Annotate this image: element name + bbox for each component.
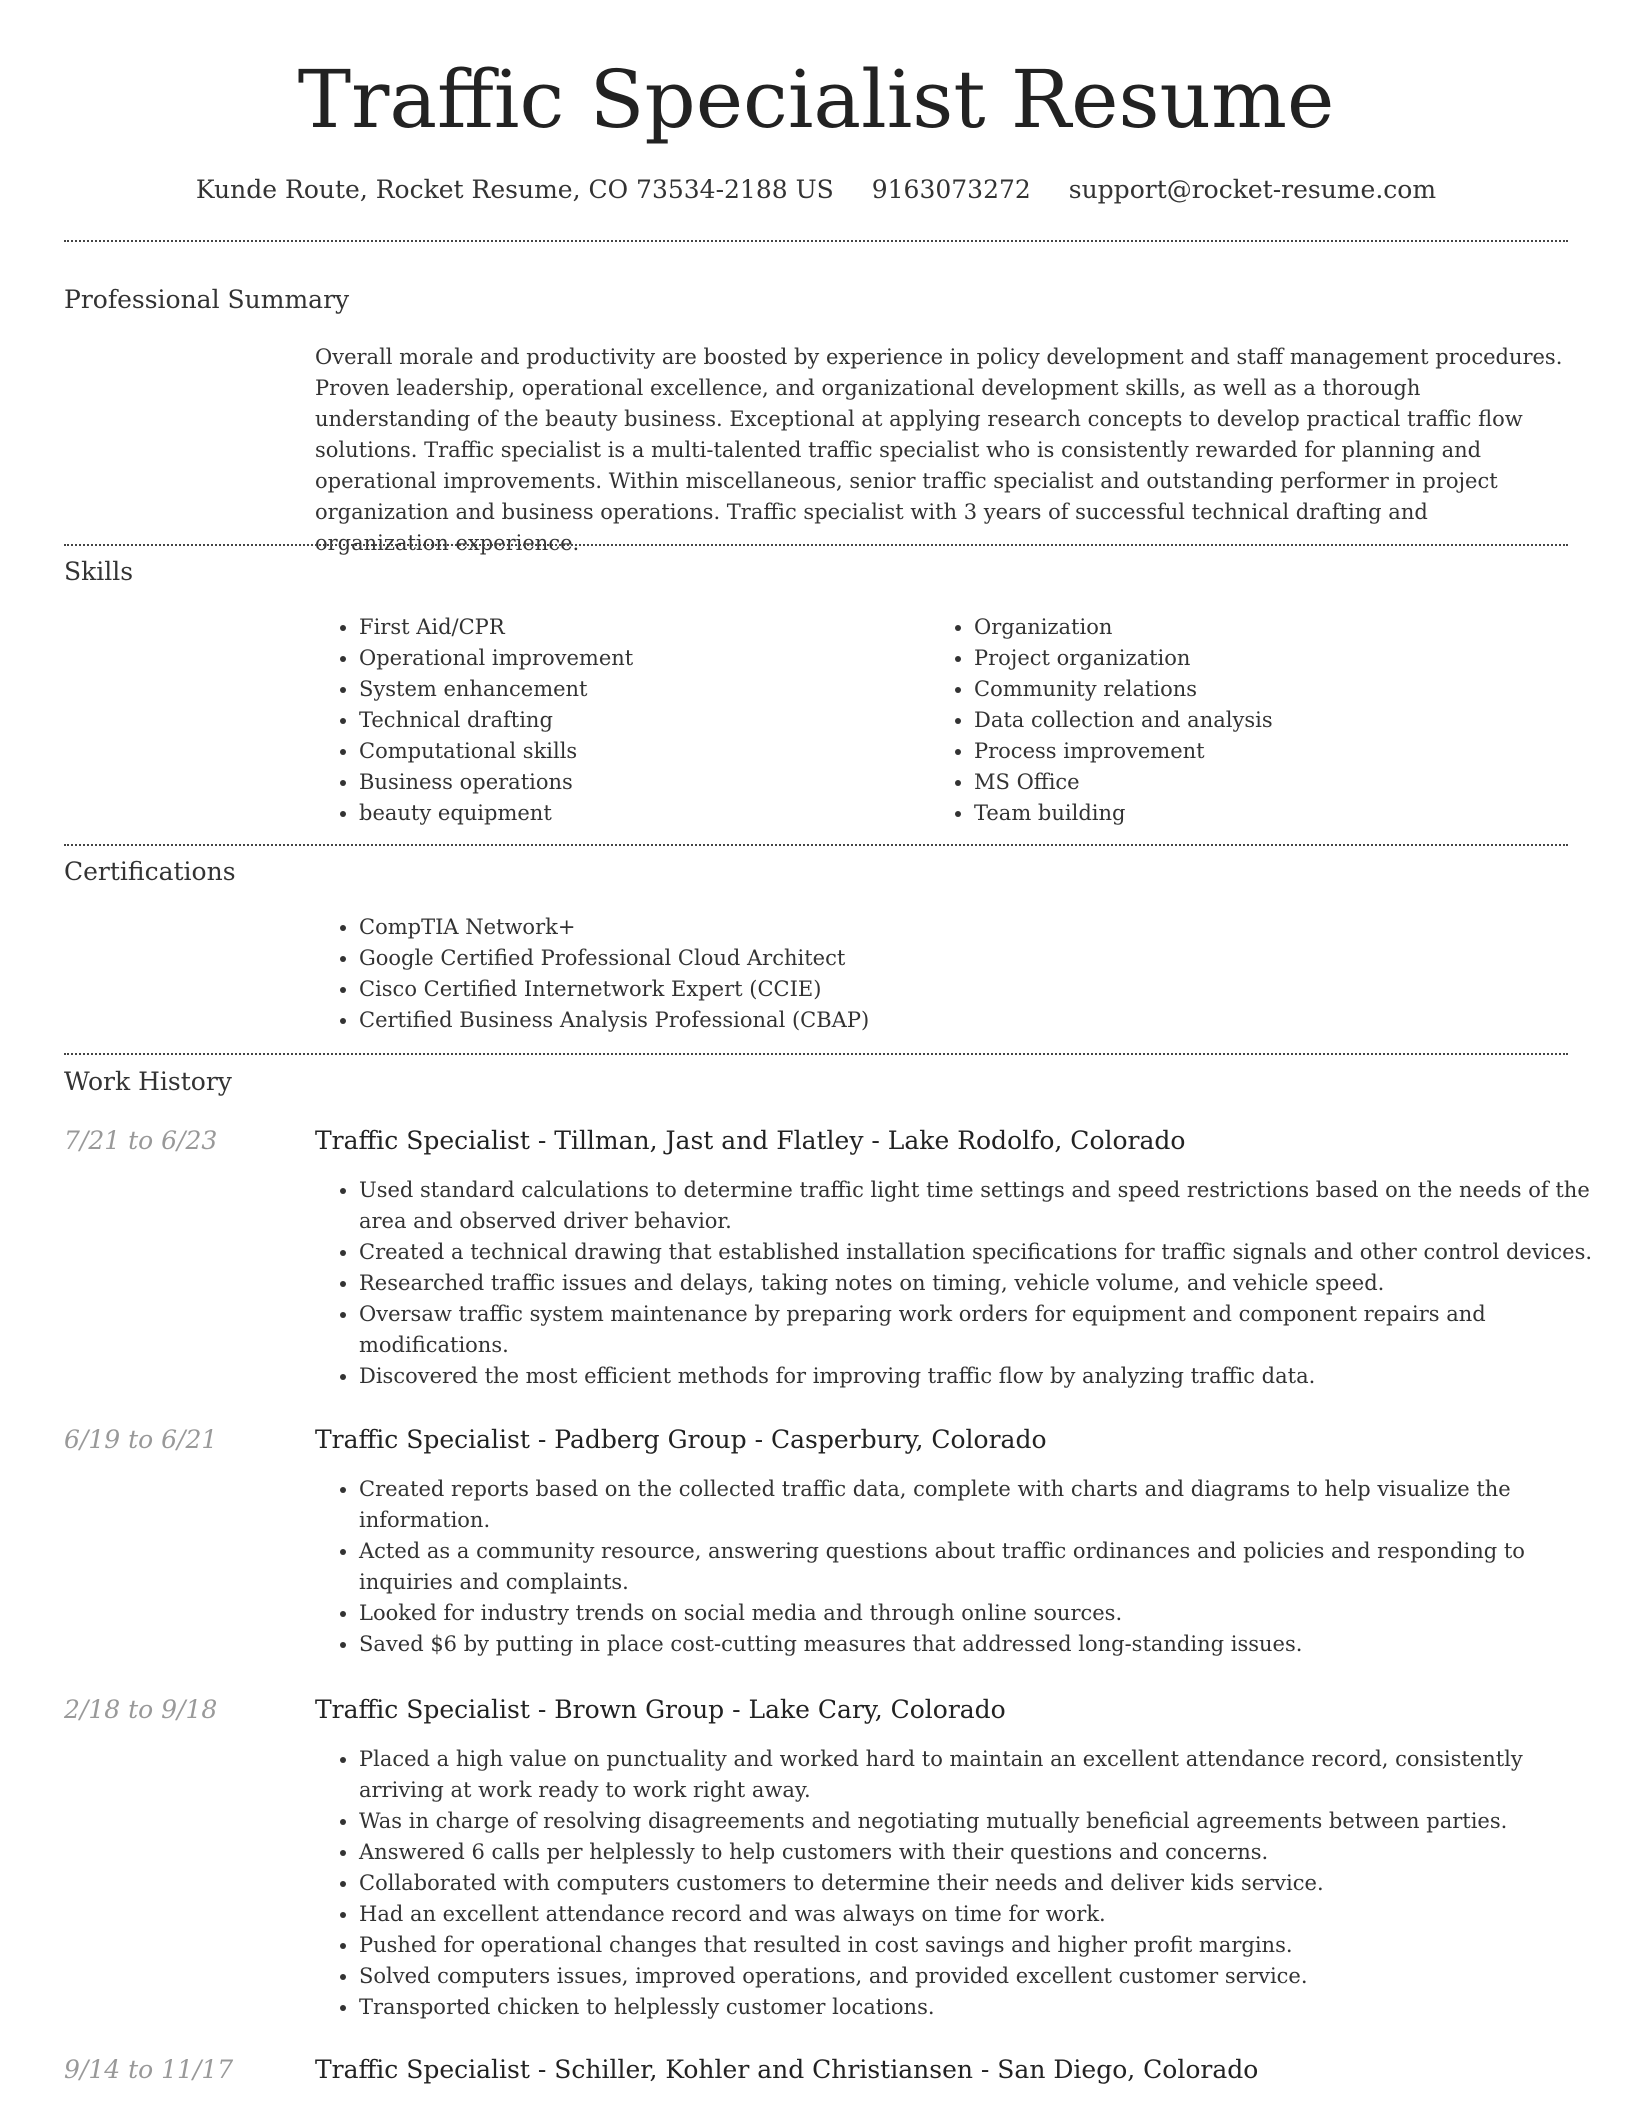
- divider: [64, 544, 1568, 546]
- job-bullets: [315, 1744, 1612, 2023]
- skill-item: • Business operations: [359, 767, 919, 798]
- job-bullet: • Researched traffic issues and delays, taking notes on timing, vehicle volume, and vehicle speed.: [359, 1268, 1612, 1299]
- job-title: Traffic Specialist - Schiller, Kohler and Christiansen - San Diego, Colorado: [315, 2055, 1259, 2084]
- job-title: Traffic Specialist - Padberg Group - Casperbury, Colorado: [315, 1425, 1047, 1454]
- section-heading-skills: Skills: [64, 557, 134, 586]
- job-bullet: • Transported chicken to helplessly customer locations.: [359, 1992, 1612, 2023]
- summary-text: Overall morale and productivity are boosted by experience in policy development and staff management procedures. Proven leadership, operational excellence, and organizational development skills, as well as a thorough understanding of the beauty business. Exceptional at applying research concepts to develop practical traffic flow solutions. Traffic specialist is a multi-talented traffic specialist who is consistently rewarded for planning and operational improvements. Within miscellaneous, senior traffic specialist and outstanding performer in project organization and business operations. Traffic specialist with 3 years of successful technical drafting and organization experience.: [315, 345, 1563, 555]
- job-bullet: • Oversaw traffic system maintenance by preparing work orders for equipment and component repairs and modifications.: [359, 1299, 1612, 1361]
- job-bullet: • Looked for industry trends on social media and through online sources.: [359, 1598, 1612, 1629]
- skill-item: • Computational skills: [359, 736, 919, 767]
- contact-address: Kunde Route, Rocket Resume, CO 73534-2188 US: [195, 175, 834, 204]
- divider: [64, 1053, 1568, 1055]
- skill-item: • First Aid/CPR: [359, 612, 919, 643]
- divider: [64, 240, 1568, 242]
- skill-item: • Team building: [974, 798, 1574, 829]
- job-bullet: • Had an excellent attendance record and was always on time for work.: [359, 1899, 1612, 1930]
- divider: [64, 844, 1568, 846]
- section-heading-work-history: Work History: [64, 1067, 232, 1096]
- skill-item: • Organization: [974, 612, 1574, 643]
- skill-item: • Technical drafting: [359, 705, 919, 736]
- resume-title: Traffic Specialist Resume: [297, 53, 1335, 146]
- job-title: Traffic Specialist - Brown Group - Lake Cary, Colorado: [315, 1695, 1006, 1724]
- section-heading-certifications: Certifications: [64, 857, 236, 886]
- skills-list-left: [315, 612, 919, 829]
- job-bullet: • Was in charge of resolving disagreements and negotiating mutually beneficial agreements between parties.: [359, 1806, 1612, 1837]
- job-dates: 9/14 to 11/17: [64, 2055, 234, 2084]
- skills-list-right: [930, 612, 1574, 829]
- job-bullet: • Saved $6 by putting in place cost-cutting measures that addressed long-standing issues.: [359, 1629, 1612, 1660]
- job-bullet: • Discovered the most efficient methods for improving traffic flow by analyzing traffic data.: [359, 1361, 1612, 1392]
- job-bullets: [315, 1175, 1612, 1392]
- certification-item: • CompTIA Network+: [359, 912, 1559, 943]
- skill-item: • MS Office: [974, 767, 1574, 798]
- certification-item: • Google Certified Professional Cloud Architect: [359, 943, 1559, 974]
- job-bullet: • Pushed for operational changes that resulted in cost savings and higher profit margins.: [359, 1930, 1612, 1961]
- job-dates: 6/19 to 6/21: [64, 1425, 218, 1454]
- job-bullet: • Placed a high value on punctuality and worked hard to maintain an excellent attendance record, consistently arriving at work ready to work right away.: [359, 1744, 1612, 1806]
- job-bullet: • Used standard calculations to determine traffic light time settings and speed restrictions based on the needs of the area and observed driver behavior.: [359, 1175, 1612, 1237]
- job-bullet: • Created a technical drawing that established installation specifications for traffic signals and other control devices.: [359, 1237, 1612, 1268]
- skill-item: • System enhancement: [359, 674, 919, 705]
- job-bullet: • Solved computers issues, improved operations, and provided excellent customer service.: [359, 1961, 1612, 1992]
- certification-item: • Certified Business Analysis Professional (CBAP): [359, 1005, 1559, 1036]
- job-title: Traffic Specialist - Tillman, Jast and Flatley - Lake Rodolfo, Colorado: [315, 1126, 1186, 1155]
- skill-item: • Project organization: [974, 643, 1574, 674]
- certification-item: • Cisco Certified Internetwork Expert (CCIE): [359, 974, 1559, 1005]
- job-bullet: • Created reports based on the collected traffic data, complete with charts and diagrams to help visualize the information.: [359, 1474, 1612, 1536]
- contact-line: [0, 170, 1632, 210]
- certifications-list: [315, 912, 1559, 1036]
- skill-item: • Community relations: [974, 674, 1574, 705]
- job-bullet: • Collaborated with computers customers to determine their needs and deliver kids service.: [359, 1868, 1612, 1899]
- contact-phone: 9163073272: [871, 175, 1031, 204]
- skill-item: • Process improvement: [974, 736, 1574, 767]
- skill-item: • beauty equipment: [359, 798, 919, 829]
- job-dates: 7/21 to 6/23: [64, 1126, 218, 1155]
- job-dates: 2/18 to 9/18: [64, 1695, 218, 1724]
- job-bullets: [315, 1474, 1612, 1660]
- skill-item: • Operational improvement: [359, 643, 919, 674]
- contact-email: support@rocket-resume.com: [1068, 175, 1437, 204]
- section-heading-summary: Professional Summary: [64, 285, 350, 314]
- skill-item: • Data collection and analysis: [974, 705, 1574, 736]
- job-bullet: • Answered 6 calls per helplessly to help customers with their questions and concerns.: [359, 1837, 1612, 1868]
- job-bullet: • Acted as a community resource, answering questions about traffic ordinances and policies and responding to inquiries and complaints.: [359, 1536, 1612, 1598]
